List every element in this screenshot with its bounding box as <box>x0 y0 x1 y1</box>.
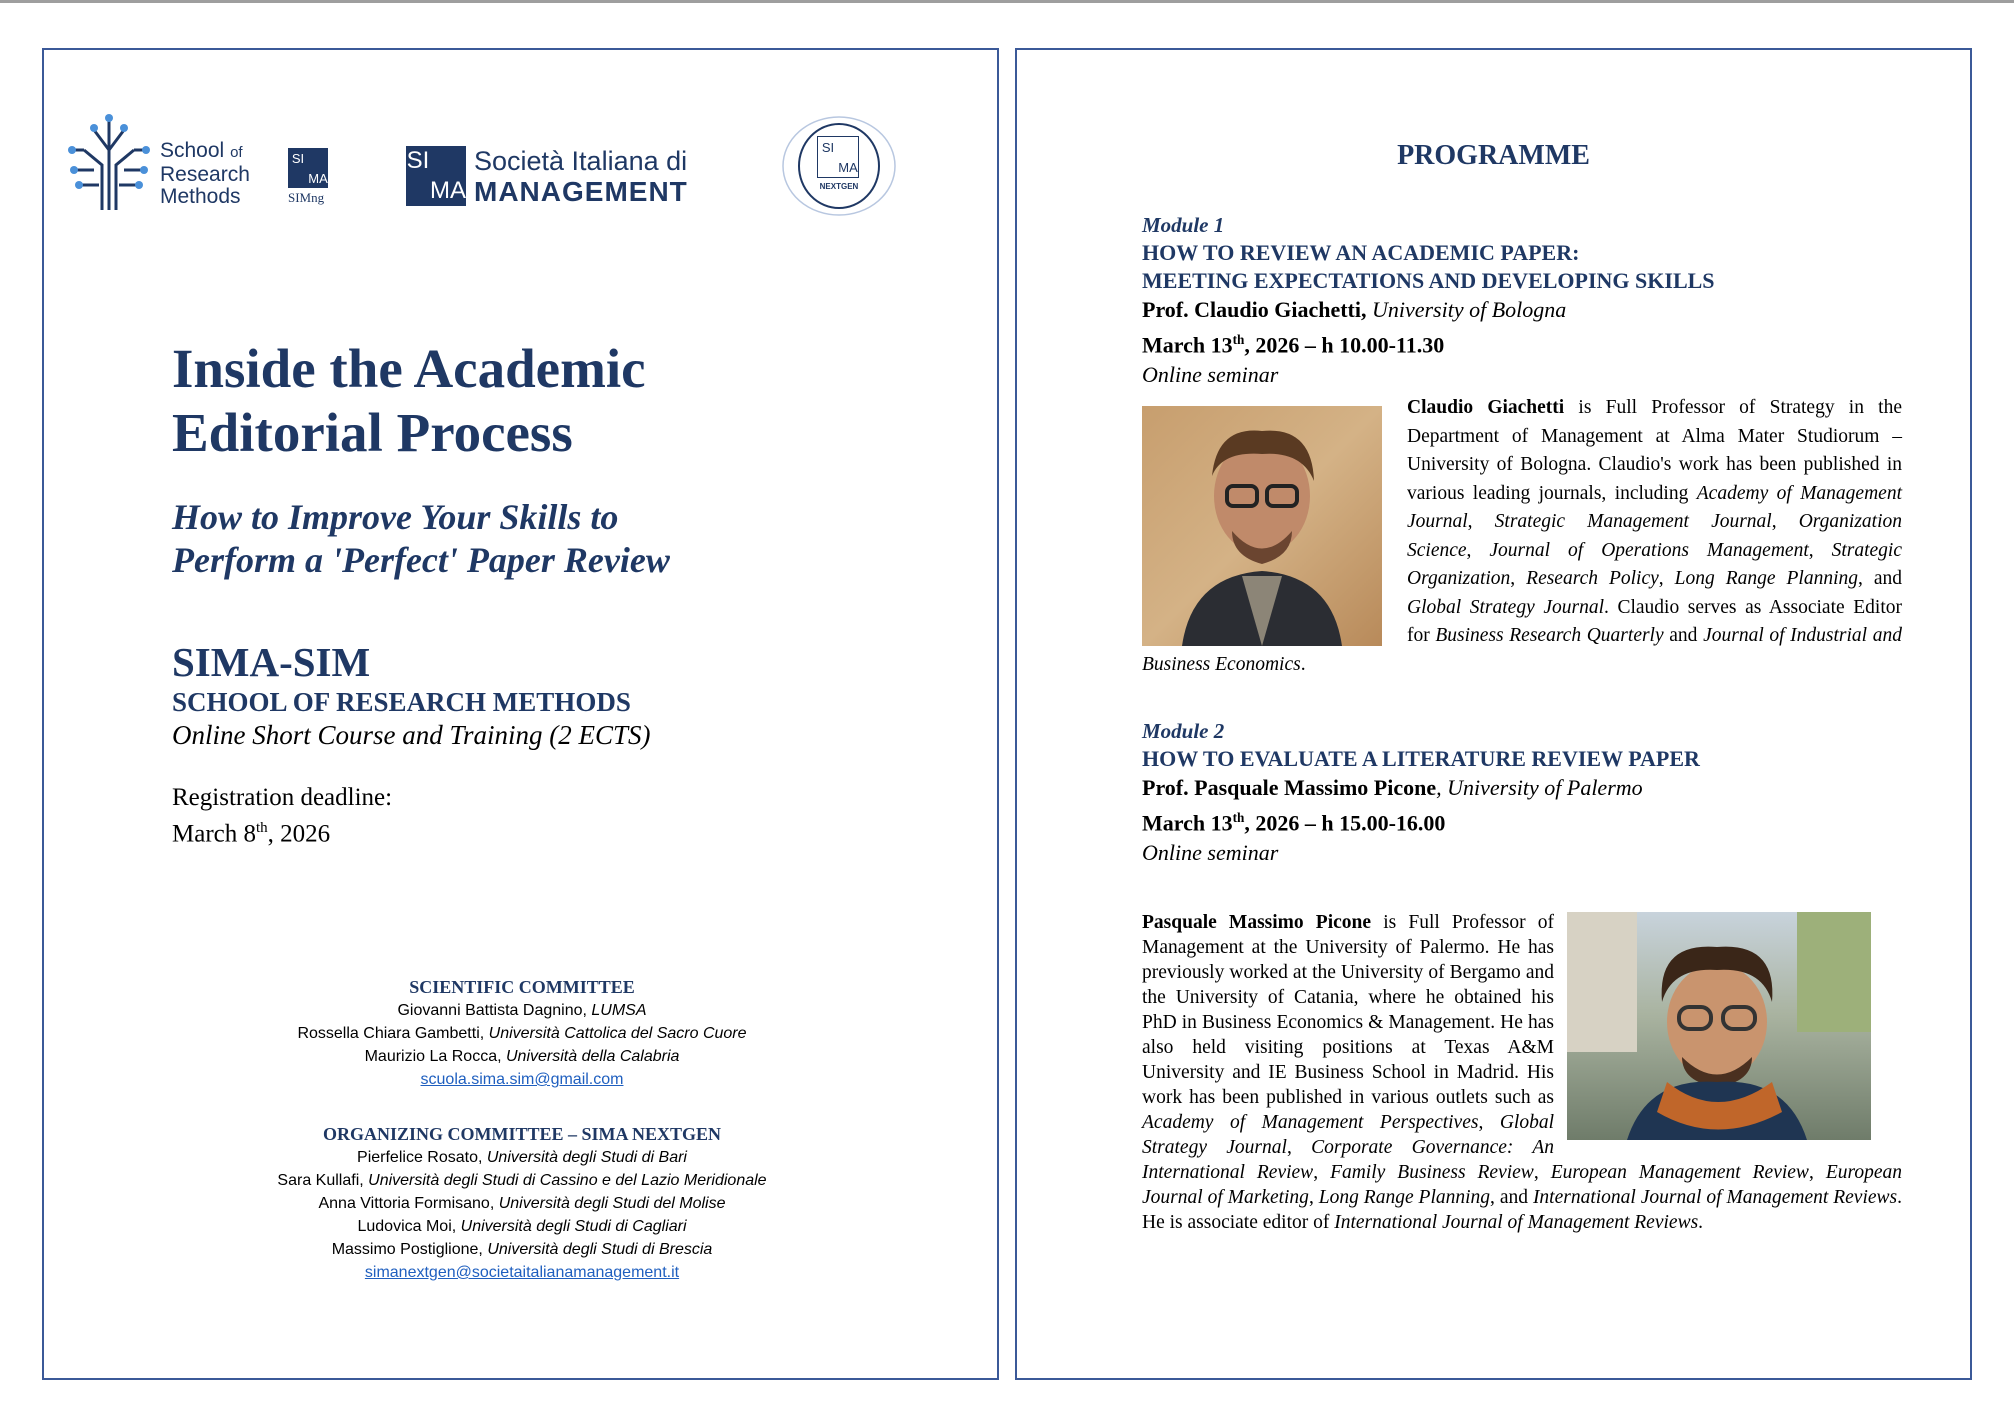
sima-nextgen-logo <box>779 114 899 218</box>
module-2-label: Module 2 <box>1142 719 1225 743</box>
srm-sima-badge: SI MA <box>288 148 328 188</box>
organizing-email-link[interactable]: simanextgen@societaitalianamanagement.it <box>364 1264 680 1281</box>
module-2-mode: Online seminar <box>1142 840 1279 866</box>
window-top-edge <box>0 0 2014 3</box>
scientific-committee-heading: SCIENTIFIC COMMITTEE <box>409 977 635 997</box>
org-name: SIMA-SIM <box>172 639 371 685</box>
sima-name-line1: Società Italiana di <box>474 146 688 176</box>
programme-heading: PROGRAMME <box>1397 140 1590 171</box>
scientific-committee <box>222 976 822 1091</box>
module-1-header <box>1142 212 1902 390</box>
srm-logo-text: School of Research Methods <box>160 139 250 208</box>
page-left <box>42 48 999 1380</box>
organizing-committee-heading: ORGANIZING COMMITTEE – SIMA NEXTGEN <box>322 1124 722 1144</box>
module-1-date: March 13th, 2026 – h 10.00-11.30 <box>1142 332 1445 358</box>
module-2-header <box>1142 718 1902 868</box>
module-1-label: Module 1 <box>1142 213 1225 237</box>
nextgen-sima-box: SI MA <box>817 136 859 178</box>
committee-member: Maurizio La Rocca, Università della Calabria <box>364 1048 680 1065</box>
school-research-methods-logo <box>64 110 328 220</box>
committee-member: Rossella Chiara Gambetti, Università Cattolica del Sacro Cuore <box>297 1025 747 1042</box>
committee-member: Pierfelice Rosato, Università degli Studi di Bari <box>357 1149 687 1166</box>
committee-member: Massimo Postiglione, Università degli Studi di Brescia <box>331 1241 713 1258</box>
course-description: Online Short Course and Training (2 ECTS) <box>172 720 651 750</box>
module-2-date: March 13th, 2026 – h 15.00-16.00 <box>1142 810 1446 836</box>
committee-member: Sara Kullafi, Università degli Studi di Cassino e del Lazio Meridionale <box>277 1172 767 1189</box>
page-title: Inside the Academic Editorial Process <box>172 338 646 463</box>
module-1-title-line1: HOW TO REVIEW AN ACADEMIC PAPER: <box>1142 240 1580 265</box>
scientific-email-link[interactable]: scuola.sima.sim@gmail.com <box>420 1071 624 1088</box>
page-right <box>1015 48 1972 1380</box>
sima-name-line2: MANAGEMENT <box>474 176 688 207</box>
module-1-title-line2: MEETING EXPECTATIONS AND DEVELOPING SKILLS <box>1142 268 1715 293</box>
srm-ng-label: SIMng <box>288 190 325 205</box>
organizing-committee <box>222 1123 822 1284</box>
module-1-bio: Claudio Giachetti is Full Professor of Strategy in the Department of Management at Alma Mater Studiorum – University of Bologna. Claudio's work has been published in various leading journals, including Academy of Management Journal, Strategic Management Journal, Organization Science, Journal of Operations Management, Strategic Organization, Research Policy, Long Range Planning, and Global Strategy Journal. Claudio serves as Associate Editor for Business Research Quarterly and Journal of Industrial and Business Economics. <box>1142 397 1903 675</box>
page-subtitle: How to Improve Your Skills to Perform a 'Perfect' Paper Review <box>172 497 670 580</box>
committee-member: Giovanni Battista Dagnino, LUMSA <box>397 1002 647 1019</box>
school-name: SCHOOL OF RESEARCH METHODS <box>172 687 631 717</box>
nextgen-label: NEXTGEN <box>819 182 859 191</box>
module-2-speaker: Prof. Pasquale Massimo Picone, University of Palermo <box>1142 775 1643 800</box>
module-1-speaker: Prof. Claudio Giachetti, University of Bologna <box>1142 297 1567 322</box>
committee-member: Anna Vittoria Formisano, Università degli Studi del Molise <box>318 1195 726 1212</box>
sima-badge: SI MA <box>406 147 466 204</box>
module-2-bio: Pasquale Massimo Picone is Full Professor of Management at the University of Palermo. He has previously worked at the University of Bergamo and the University of Catania, where he obtained his PhD in Business Economics & Management. He has also held visiting positions at Texas A&M University and IE Business School in Madrid. His work has been published in various outlets such as Academy of Management Perspectives, Global Strategy Journal, Corporate Governance: An International Review, Family Business Review, European Management Review, European Journal of Marketing, Long Range Planning, and International Journal of Management Reviews. He is associate editor of International Journal of Management Reviews. <box>1142 912 1902 1233</box>
sima-logo <box>406 146 726 216</box>
tree-circuit-icon <box>64 110 154 215</box>
committee-member: Ludovica Moi, Università degli Studi di Cagliari <box>357 1218 687 1235</box>
module-1-mode: Online seminar <box>1142 362 1279 388</box>
module-2-title: HOW TO EVALUATE A LITERATURE REVIEW PAPER <box>1142 746 1700 771</box>
registration-deadline: Registration deadline: March 8th, 2026 <box>172 784 393 848</box>
